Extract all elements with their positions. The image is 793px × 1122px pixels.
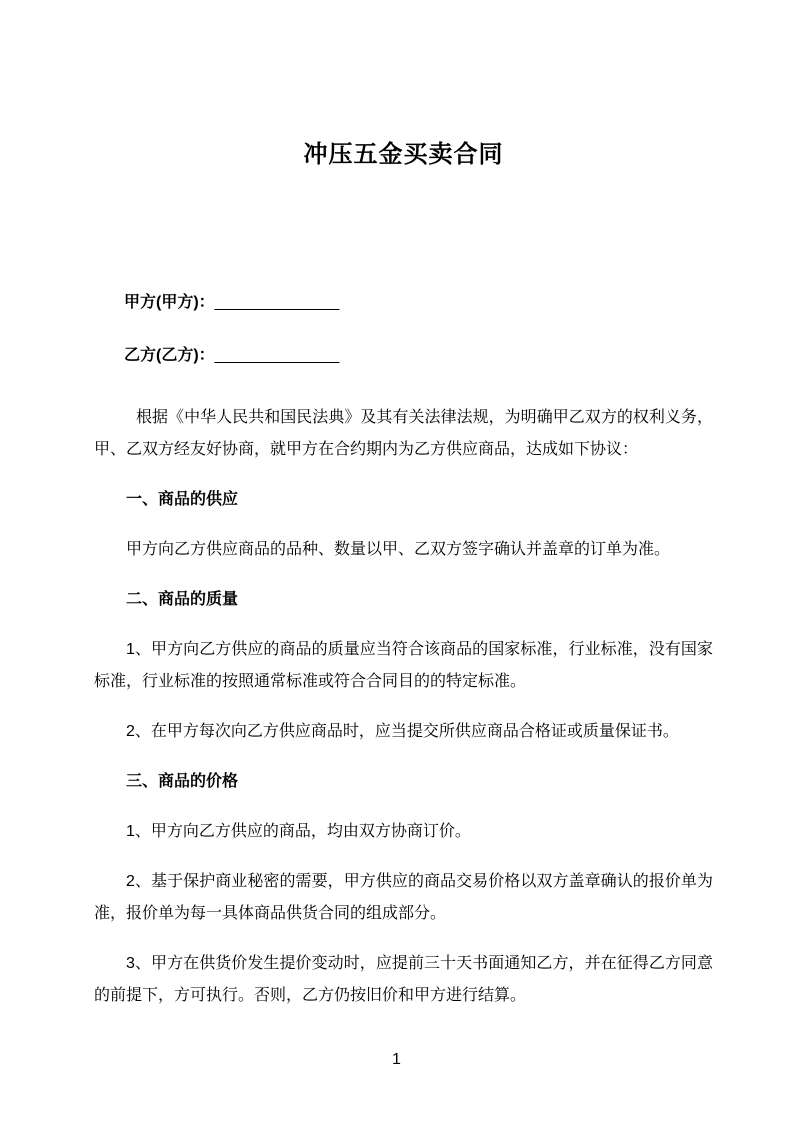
section-supply bbox=[94, 484, 713, 566]
party-a-blank: ______________ bbox=[214, 294, 340, 311]
document-content bbox=[0, 140, 793, 1012]
party-b-blank: ______________ bbox=[214, 347, 340, 364]
clause-price-2: 2、基于保护商业秘密的需要，甲方供应的商品交易价格以双方盖章确认的报价单为准，报价单为每一具体商品供货合同的组成部分。 bbox=[94, 873, 713, 922]
preamble-paragraph: 根据《中华人民共和国民法典》及其有关法律法规，为明确甲乙双方的权利义务，甲、乙双方经友好协商，就甲方在合约期内为乙方供应商品，达成如下协议： bbox=[94, 409, 713, 458]
section-heading-supply: 一、商品的供应 bbox=[126, 491, 239, 508]
clause-price-1: 1、甲方向乙方供应的商品，均由双方协商订价。 bbox=[126, 823, 471, 840]
section-quality bbox=[94, 584, 713, 748]
section-price bbox=[94, 766, 713, 1012]
party-a-label: 甲方(甲方)： bbox=[124, 294, 215, 311]
section-heading-quality: 二、商品的质量 bbox=[126, 591, 239, 608]
clause-price-3: 3、甲方在供货价发生提价变动时，应提前三十天书面通知乙方，并在征得乙方同意的前提下，方可执行。否则，乙方仍按旧价和甲方进行结算。 bbox=[94, 955, 713, 1004]
party-a-line bbox=[94, 287, 713, 319]
clause-quality-2: 2、在甲方每次向乙方供应商品时，应当提交所供应商品合格证或质量保证书。 bbox=[126, 723, 679, 740]
page-number: 1 bbox=[392, 1051, 401, 1068]
section-heading-price: 三、商品的价格 bbox=[126, 773, 239, 790]
party-b-line bbox=[94, 340, 713, 372]
clause-supply-1: 甲方向乙方供应商品的品种、数量以甲、乙双方签字确认并盖章的订单为准。 bbox=[126, 541, 671, 558]
clause-quality-1: 1、甲方向乙方供应的商品的质量应当符合该商品的国家标准，行业标准，没有国家标准，行业标准的按照通常标准或符合合同目的的特定标准。 bbox=[94, 641, 713, 690]
party-b-label: 乙方(乙方)： bbox=[124, 347, 215, 364]
document-title: 冲压五金买卖合同 bbox=[303, 141, 504, 168]
